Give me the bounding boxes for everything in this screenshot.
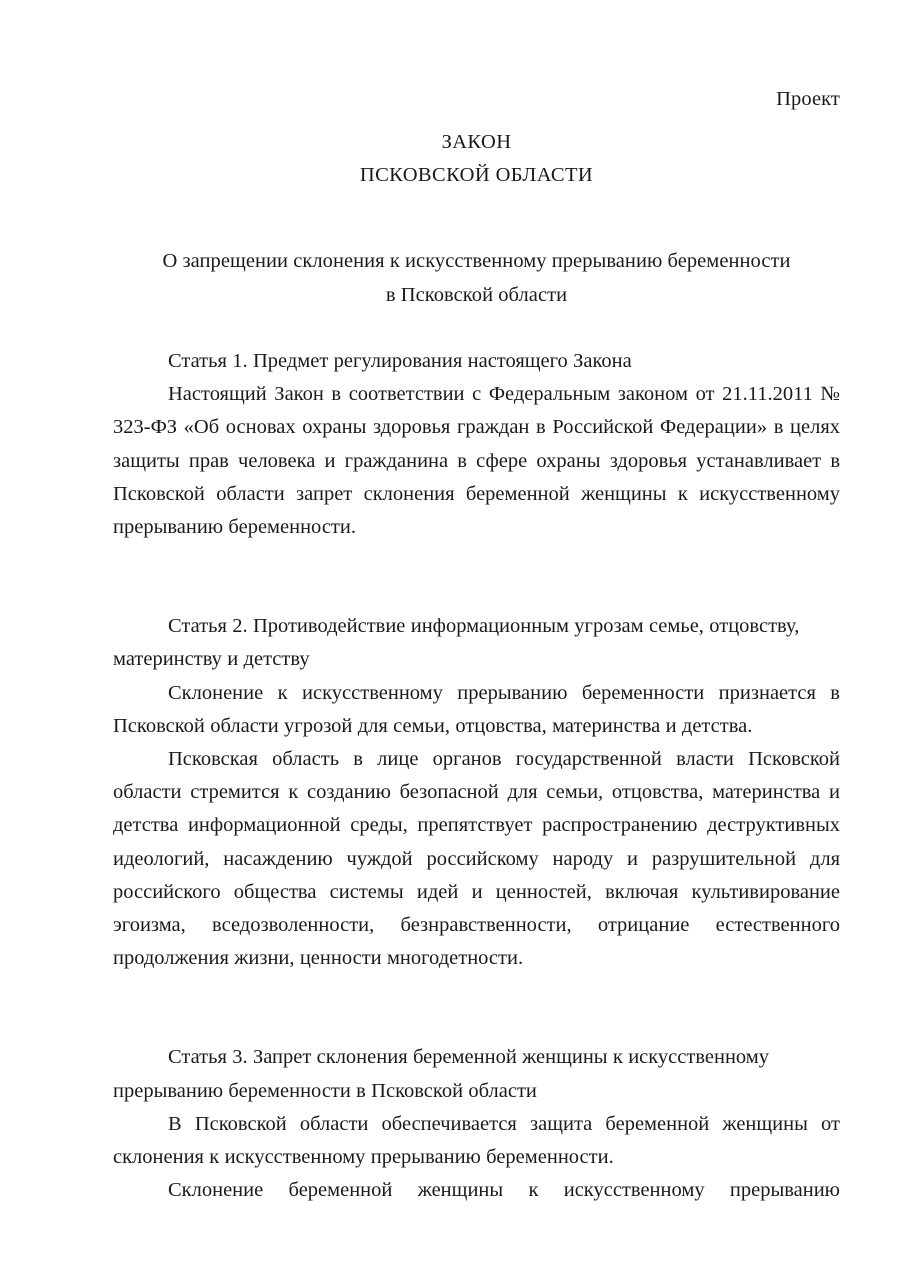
article-2-paragraph-1: Склонение к искусственному прерыванию беременности признается в Псковской области угрозой для семьи, отцовства, материнства и детства.	[113, 681, 840, 737]
title-line-1: ЗАКОН	[441, 131, 512, 153]
article-gap-2	[113, 975, 840, 1008]
article-2-heading: Статья 2. Противодействие информационным угрозам семье, отцовству, материнству и детству	[113, 615, 800, 671]
article-3-paragraph-2: Склонение беременной женщины к искусственному прерыванию	[168, 1179, 840, 1202]
article-2-paragraph-2: Псковская область в лице органов государственной власти Псковской области стремится к созданию безопасной для семьи, отцовства, материнства и детства информационной среды, препятствует распространению деструктивных идеологий, насаждению чуждой российскому народу и разрушительной для российского общества системы идей и ценностей, включая культивирование эгоизма, вседозволенности, безнравственности, отрицание естественного продолжения жизни, ценности многодетности.	[113, 748, 840, 970]
article-3	[113, 1041, 840, 1240]
subtitle-line-1: О запрещении склонения к искусственному прерыванию беременности	[162, 250, 791, 272]
article-3-heading: Статья 3. Запрет склонения беременной женщины к искусственному прерыванию беременности в Псковской области	[113, 1046, 770, 1102]
article-1-paragraph-1: Настоящий Закон в соответствии с Федеральным законом от 21.11.2011 № 323-ФЗ «Об основах охраны здоровья граждан в Российской Федерации» в целях защиты прав человека и гражданина в сфере охраны здоровья устанавливает в Псковской области запрет склонения беременной женщины к искусственному прерыванию беременности.	[113, 383, 840, 539]
article-gap-1	[113, 544, 840, 577]
article-3-paragraph-1: В Псковской области обеспечивается защита беременной женщины от склонения к искусственному прерыванию беременности.	[113, 1112, 840, 1169]
subtitle-line-2: в Псковской области	[385, 284, 568, 306]
document-content	[113, 84, 840, 1241]
document-title	[113, 126, 840, 192]
document-subtitle	[113, 244, 840, 312]
article-1-heading: Статья 1. Предмет регулирования настоящего Закона	[168, 350, 632, 372]
document-stamp: Проект	[776, 88, 840, 110]
title-line-2: ПСКОВСКОЙ ОБЛАСТИ	[359, 164, 594, 186]
article-1	[113, 345, 840, 544]
article-2	[113, 610, 840, 975]
